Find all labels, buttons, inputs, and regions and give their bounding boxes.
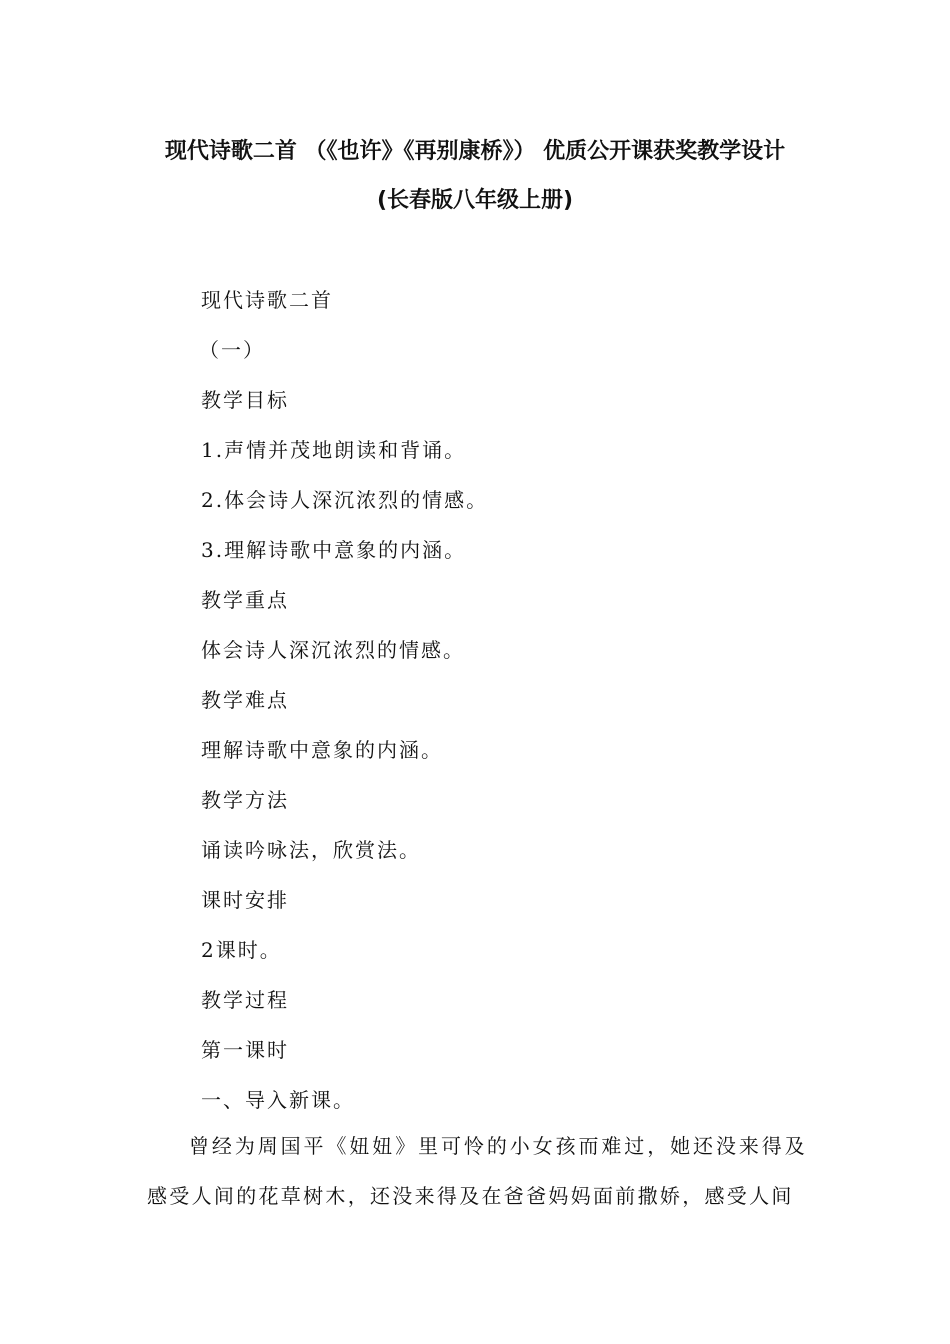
heading-schedule: 课时安排 bbox=[201, 888, 289, 912]
body-paragraph: 曾经为周国平《妞妞》里可怜的小女孩而难过，她还没来得及感受人间的花草树木，还没来得及在爸爸妈妈面前撒娇，感受人间 bbox=[147, 1134, 807, 1208]
heading-objectives: 教学目标 bbox=[201, 388, 289, 412]
document-subtitle: (长春版八年级上册) bbox=[376, 188, 574, 213]
schedule-text: 2课时。 bbox=[201, 938, 282, 962]
objective-item: 1.声情并茂地朗读和背诵。 bbox=[201, 438, 467, 462]
key-point-text: 体会诗人深沉浓烈的情感。 bbox=[201, 638, 465, 662]
heading-difficulties: 教学难点 bbox=[201, 688, 289, 712]
document-title: 现代诗歌二首 （《也许》《再别康桥》） 优质公开课获奖教学设计 bbox=[164, 139, 786, 164]
step-heading: 一、导入新课。 bbox=[201, 1088, 355, 1112]
objective-item: 2.体会诗人深沉浓烈的情感。 bbox=[201, 488, 489, 512]
heading-methods: 教学方法 bbox=[201, 788, 289, 812]
lesson-heading: 第一课时 bbox=[201, 1038, 289, 1062]
heading-process: 教学过程 bbox=[201, 988, 289, 1012]
methods-text: 诵读吟咏法，欣赏法。 bbox=[201, 838, 421, 862]
section-number: （一） bbox=[199, 338, 265, 362]
section-heading: 现代诗歌二首 bbox=[201, 288, 333, 312]
objective-item: 3.理解诗歌中意象的内涵。 bbox=[201, 538, 467, 562]
heading-key-points: 教学重点 bbox=[201, 588, 289, 612]
difficulty-text: 理解诗歌中意象的内涵。 bbox=[201, 738, 443, 762]
